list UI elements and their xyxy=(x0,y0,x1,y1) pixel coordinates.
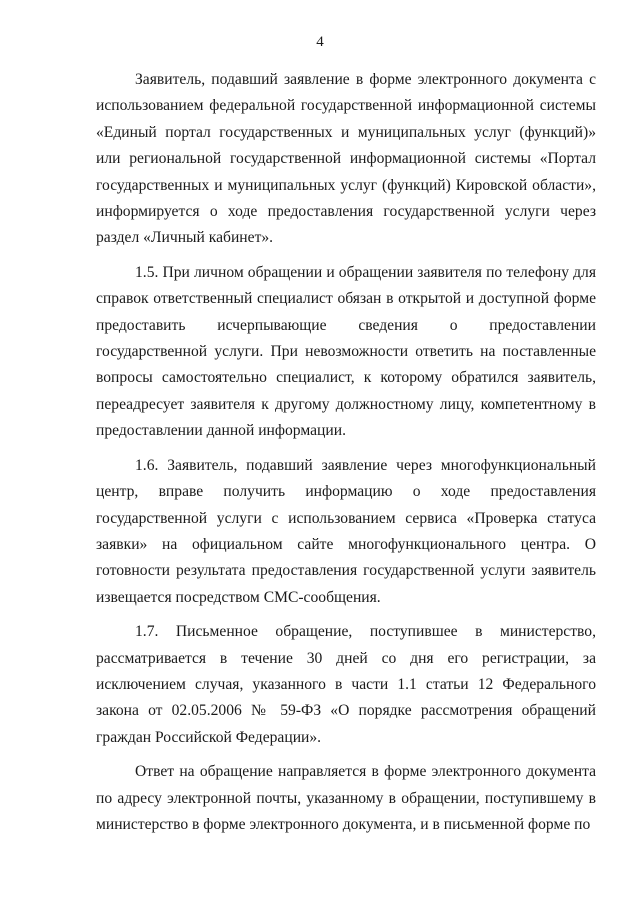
paragraph-1-7-written-appeal: 1.7. Письменное обращение, поступившее в министерство, рассматривается в течение 30 дней со дня его регистрации, за исключением случая, указанного в части 1.1 статьи 12 Федерального закона от 02.05.2006 № 59-ФЗ «О порядке рассмотрения обращений граждан Российской Федерации». xyxy=(96,623,596,746)
paragraph-electronic-applicant-info: Заявитель, подавший заявление в форме электронного документа с использованием федеральной государственной информационной системы «Единый портал государственных и муниципальных услуг (функций)» или региональной государственной информационной системы «Портал государственных и муниципальных услуг (функций) Кировской области», информируется о ходе предоставления государственной услуги через раздел «Личный кабинет». xyxy=(96,71,596,247)
paragraph-response-delivery: Ответ на обращение направляется в форме электронного документа по адресу электронной почты, указанному в обращении, поступившему в министерство в форме электронного документа, и в письменной форме по xyxy=(96,763,596,833)
document-body xyxy=(96,67,596,840)
page-number: 4 xyxy=(316,34,324,50)
paragraph-1-5-personal-inquiry: 1.5. При личном обращении и обращении заявителя по телефону для справок ответственный специалист обязан в открытой и доступной форме предоставить исчерпывающие сведения о предоставлении государственной услуги. При невозможности ответить на поставленные вопросы самостоятельно специалист, к которому обратился заявитель, переадресует заявителя к другому должностному лицу, компетентному в предоставлении данной информации. xyxy=(96,263,596,440)
paragraph-1-6-mfc-status: 1.6. Заявитель, подавший заявление через многофункциональный центр, вправе получить информацию о ходе предоставления государственной услуги с использованием сервиса «Проверка статуса заявки» на официальном сайте многофункционального центра. О готовности результата предоставления государственной услуги заявитель извещается посредством СМС-сообщения. xyxy=(96,456,596,606)
